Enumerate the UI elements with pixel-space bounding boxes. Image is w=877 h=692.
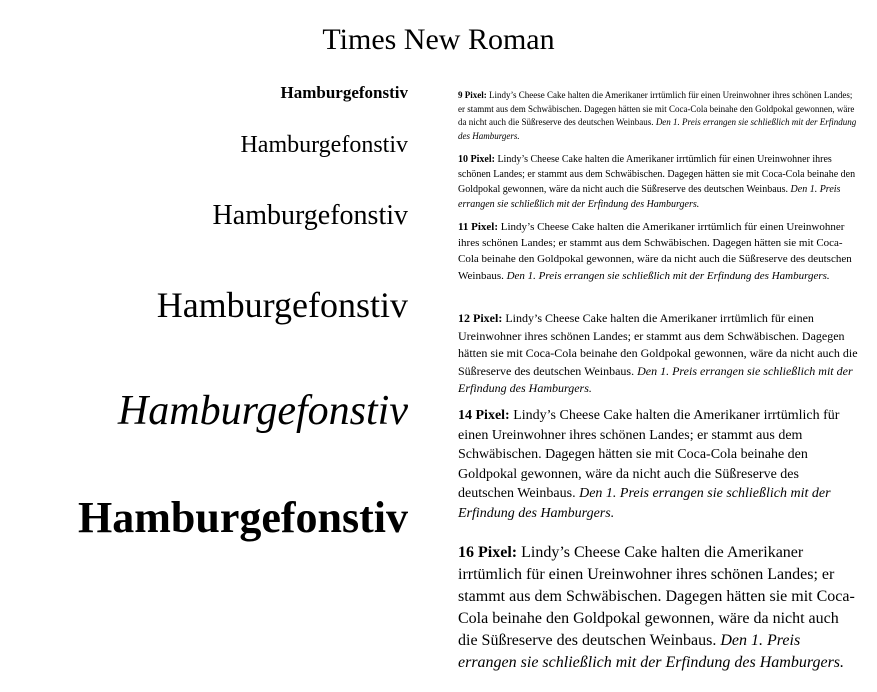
- page-title: Times New Roman: [322, 23, 555, 56]
- paragraph-14px: [458, 406, 858, 524]
- paragraph-body: Lindy’s Cheese Cake halten die Amerikaner irrtümlich für einen Ureinwohner ihres schönen Landes; er stammt aus dem Schwäbischen. Dagegen hätten sie mit Coca-Cola beinahe den Goldpokal gewonnen, wäre da nicht auch die Süßreserve des deutschen Weinbaus.: [458, 544, 855, 649]
- paragraph-size-label: 11 Pixel:: [458, 221, 499, 233]
- paragraph-11px: [458, 219, 858, 284]
- paragraph-italic: Den 1. Preis errangen sie schließlich mit der Erfindung des Hamburgers.: [506, 269, 830, 282]
- font-samples-column: [20, 0, 408, 692]
- paragraph-body: Lindy’s Cheese Cake halten die Amerikaner irrtümlich für einen Ureinwohner ihres schönen Landes; er stammt aus dem Schwäbischen. Dagegen hätten sie mit Coca-Cola beinahe den Goldpokal gewonnen, wäre da nicht auch die Süßreserve des deutschen Weinbaus.: [458, 90, 855, 127]
- paragraph-9px: [458, 89, 858, 143]
- paragraph-italic: Den 1. Preis errangen sie schließlich mit der Erfindung des Hamburgers.: [458, 363, 853, 396]
- text-size-samples-column: [458, 0, 858, 692]
- font-sample-bold-small: Hamburgefonstiv: [280, 83, 408, 102]
- paragraph-size-label: 10 Pixel:: [458, 154, 495, 165]
- paragraph-body: Lindy’s Cheese Cake halten die Amerikaner irrtümlich für einen Ureinwohner ihres schönen Landes; er stammt aus dem Schwäbischen. Dagegen hätten sie mit Coca-Cola beinahe den Goldpokal gewonnen, wäre da nicht auch die Süßreserve des deutschen Weinbaus.: [458, 311, 858, 378]
- paragraph-italic: Den 1. Preis errangen sie schließlich mit der Erfindung des Hamburgers.: [458, 632, 845, 671]
- font-sample-regular-xlarge: Hamburgefonstiv: [156, 285, 408, 325]
- paragraph-size-label: 16 Pixel:: [458, 544, 518, 561]
- paragraph-12px: [458, 310, 858, 398]
- font-sample-regular-large: Hamburgefonstiv: [212, 200, 408, 231]
- font-sample-regular-medium: Hamburgefonstiv: [240, 132, 408, 158]
- paragraph-size-label: 12 Pixel:: [458, 311, 503, 325]
- paragraph-size-label: 9 Pixel:: [458, 90, 487, 100]
- font-sample-italic: Hamburgefonstiv: [117, 388, 408, 434]
- paragraph-10px: [458, 152, 858, 212]
- paragraph-italic: Den 1. Preis errangen sie schließlich mit der Erfindung des Hamburgers.: [458, 486, 831, 521]
- paragraph-italic: Den 1. Preis errangen sie schließlich mit der Erfindung des Hamburgers.: [458, 117, 857, 141]
- paragraph-italic: Den 1. Preis errangen sie schließlich mit der Erfindung des Hamburgers.: [458, 184, 841, 210]
- paragraph-body: Lindy’s Cheese Cake halten die Amerikaner irrtümlich für einen Ureinwohner ihres schönen Landes; er stammt aus dem Schwäbischen. Dagegen hätten sie mit Coca-Cola beinahe den Goldpokal gewonnen, wäre da nicht auch die Süßreserve des deutschen Weinbaus.: [458, 408, 840, 502]
- font-sample-bold-large: Hamburgefonstiv: [78, 493, 408, 542]
- paragraph-16px: [458, 542, 858, 674]
- paragraph-size-label: 14 Pixel:: [458, 408, 510, 423]
- paragraph-body: Lindy’s Cheese Cake halten die Amerikaner irrtümlich für einen Ureinwohner ihres schönen Landes; er stammt aus dem Schwäbischen. Dagegen hätten sie mit Coca-Cola beinahe den Goldpokal gewonnen, wäre da nicht auch die Süßreserve des deutschen Weinbaus.: [458, 154, 856, 195]
- paragraph-body: Lindy’s Cheese Cake halten die Amerikaner irrtümlich für einen Ureinwohner ihres schönen Landes; er stammt aus dem Schwäbischen. Dagegen hätten sie mit Coca-Cola beinahe den Goldpokal gewonnen, wäre da nicht auch die Süßreserve des deutschen Weinbaus.: [458, 221, 852, 282]
